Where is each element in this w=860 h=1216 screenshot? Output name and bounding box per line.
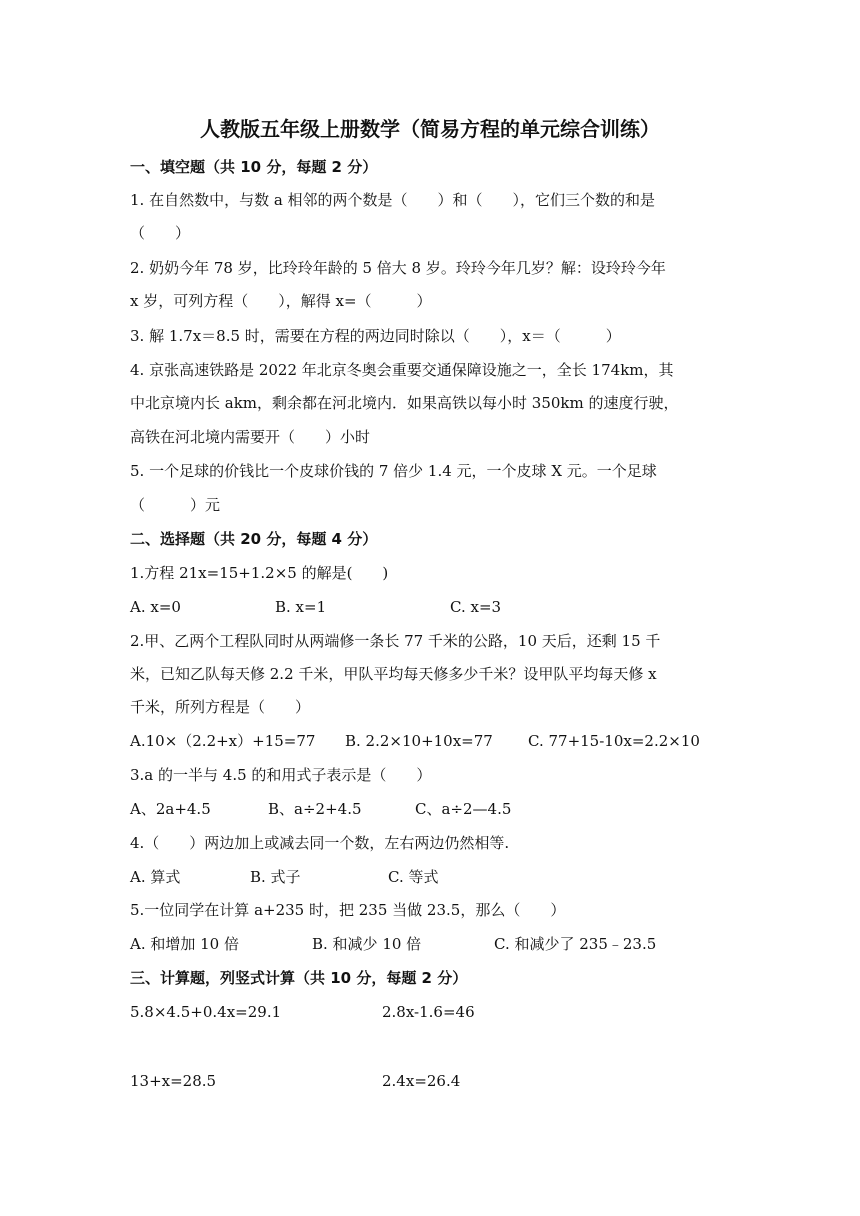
choice-q5: 5.一位同学在计算 a+235 时，把 235 当做 23.5，那么（ ）	[130, 901, 566, 919]
calc-problem-3: 13+x=28.5	[130, 1072, 217, 1090]
fill-q2-line1: 2. 奶奶今年 78 岁，比玲玲年龄的 5 倍大 8 岁。玲玲今年几岁？解：设玲玲今年	[130, 259, 666, 277]
option-b: B. 2.2×10+10x=77	[345, 732, 493, 750]
choice-q4: 4.（ ）两边加上或减去同一个数，左右两边仍然相等.	[130, 834, 510, 852]
option-a: A. 算式	[130, 868, 181, 886]
fill-q4-line2: 中北京境内长 akm，剩余都在河北境内．如果高铁以每小时 350km 的速度行驶，	[130, 394, 679, 412]
page-title: 人教版五年级上册数学（简易方程的单元综合训练）	[200, 117, 660, 141]
option-c: C. x=3	[450, 598, 502, 616]
fill-q1-line2: （ ）	[130, 224, 191, 242]
choice-q2-line1: 2.甲、乙两个工程队同时从两端修一条长 77 千米的公路，10 天后，还剩 15 千	[130, 632, 661, 650]
option-c: C. 等式	[388, 868, 439, 886]
fill-q5-line2: （ ）元	[130, 496, 221, 514]
fill-q3: 3. 解 1.7x＝8.5 时，需要在方程的两边同时除以（ ），x＝（ ）	[130, 327, 621, 345]
option-b: B. x=1	[275, 598, 327, 616]
option-b: B、a÷2+4.5	[268, 800, 362, 818]
option-c: C. 77+15-10x=2.2×10	[528, 732, 700, 750]
fill-q2-line2: x 岁，可列方程（ ），解得 x=（ ）	[130, 292, 432, 310]
option-c: C、a÷2—4.5	[415, 800, 512, 818]
option-a: A.10×（2.2+x）+15=77	[130, 732, 316, 750]
section-3-heading: 三、计算题，列竖式计算（共 10 分，每题 2 分）	[130, 969, 468, 987]
calc-problem-1: 5.8×4.5+0.4x=29.1	[130, 1003, 282, 1021]
choice-q1: 1.方程 21x=15+1.2×5 的解是( )	[130, 564, 389, 582]
option-b: B. 和减少 10 倍	[312, 935, 422, 953]
option-a: A、2a+4.5	[130, 800, 211, 818]
choice-q2-line2: 米，已知乙队每天修 2.2 千米，甲队平均每天修多少千米？设甲队平均每天修 x	[130, 665, 657, 683]
fill-q4-line3: 高铁在河北境内需要开（ ）小时	[130, 428, 371, 446]
option-c: C. 和减少了 235﹣23.5	[494, 935, 657, 953]
fill-q4-line1: 4. 京张高速铁路是 2022 年北京冬奥会重要交通保障设施之一，全长 174km，其	[130, 361, 674, 379]
calc-problem-4: 2.4x=26.4	[382, 1072, 461, 1090]
option-b: B. 式子	[250, 868, 301, 886]
section-1-heading: 一、填空题（共 10 分，每题 2 分）	[130, 158, 378, 176]
choice-q2-line3: 千米，所列方程是（ ）	[130, 698, 311, 716]
calc-problem-2: 2.8x-1.6=46	[382, 1003, 475, 1021]
fill-q1-line1: 1. 在自然数中，与数 a 相邻的两个数是（ ）和（ ），它们三个数的和是	[130, 191, 656, 209]
fill-q5-line1: 5. 一个足球的价钱比一个皮球价钱的 7 倍少 1.4 元，一个皮球 X 元。一个足球	[130, 462, 657, 480]
choice-q3: 3.a 的一半与 4.5 的和用式子表示是（ ）	[130, 766, 432, 784]
option-a: A. x=0	[130, 598, 181, 616]
option-a: A. 和增加 10 倍	[130, 935, 239, 953]
section-2-heading: 二、选择题（共 20 分，每题 4 分）	[130, 530, 378, 548]
